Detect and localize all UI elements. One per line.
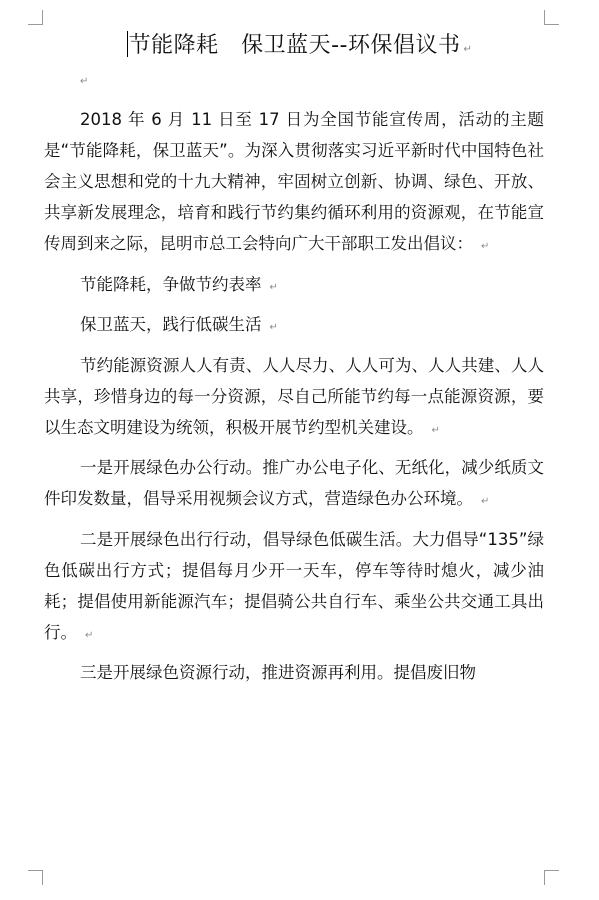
paragraph-text: 节能降耗，争做节约表率 bbox=[80, 274, 262, 294]
paragraph-text: 2018 年 6 月 11 日至 17 日为全国节能宣传周，活动的主题是“节能降耗，保卫蓝天”。为深入贯彻落实习近平新时代中国特色社会主义思想和党的十九大精神，牢固树立创新、协调、绿色、开放、共享新发展理念，培育和践行节约集约循环利用的资源观，在节能宣传周到来之际，昆明市总工会特向广大干部职工发出倡议： bbox=[44, 110, 544, 253]
paragraph-mark-icon: ↵ bbox=[431, 424, 440, 436]
document-body[interactable] bbox=[44, 104, 544, 695]
document-title-line[interactable] bbox=[0, 30, 599, 66]
paragraph-green-office[interactable] bbox=[44, 452, 544, 517]
paragraph-text: 节约能源资源人人有责、人人尽力、人人可为、人人共建、人人共享，珍惜身边的每一分资源，尽自己所能节约每一点能源资源，要以生态文明建设为统领，积极开展节约型机关建设。 bbox=[44, 355, 544, 437]
paragraph-mark-icon: ↵ bbox=[80, 76, 89, 87]
paragraph-green-resources[interactable] bbox=[44, 657, 544, 688]
page-corner-top-left bbox=[28, 10, 43, 25]
paragraph-slogan-2[interactable] bbox=[44, 309, 544, 343]
paragraph-slogan-1[interactable] bbox=[44, 269, 544, 303]
paragraph-mark-icon: ↵ bbox=[85, 629, 94, 641]
document-title: 节能降耗 保卫蓝天--环保倡议书 bbox=[128, 33, 461, 58]
text-cursor bbox=[127, 31, 128, 57]
paragraph-mark-icon: ↵ bbox=[481, 496, 490, 507]
paragraph-text: 二是开展绿色出行行动，倡导绿色低碳生活。大力倡导“135”绿色低碳出行方式；提倡每月少开一天车，停车等待时熄火，减少油耗；提倡使用新能源汽车；提倡骑公共自行车、乘坐公共交通工具出行。 bbox=[44, 529, 544, 642]
paragraph-mark-icon: ↵ bbox=[269, 281, 278, 293]
paragraph-intro[interactable] bbox=[44, 104, 544, 262]
paragraph-text: 一是开展绿色办公行动。推广办公电子化、无纸化，减少纸质文件印发数量，倡导采用视频会议方式，营造绿色办公环境。 bbox=[44, 458, 544, 508]
page-corner-bottom-right bbox=[544, 870, 559, 885]
paragraph-text: 保卫蓝天，践行低碳生活 bbox=[80, 315, 262, 334]
page-corner-bottom-left bbox=[28, 870, 43, 885]
paragraph-mark-icon: ↵ bbox=[481, 241, 490, 252]
paragraph-green-travel[interactable] bbox=[44, 524, 544, 651]
paragraph-mark-icon: ↵ bbox=[269, 322, 278, 333]
page-corner-top-right bbox=[544, 10, 559, 25]
paragraph-mark-icon: ↵ bbox=[463, 44, 473, 55]
paragraph-responsibility[interactable] bbox=[44, 350, 544, 446]
paragraph-text: 三是开展绿色资源行动，推进资源再利用。提倡废旧物 bbox=[80, 663, 476, 682]
